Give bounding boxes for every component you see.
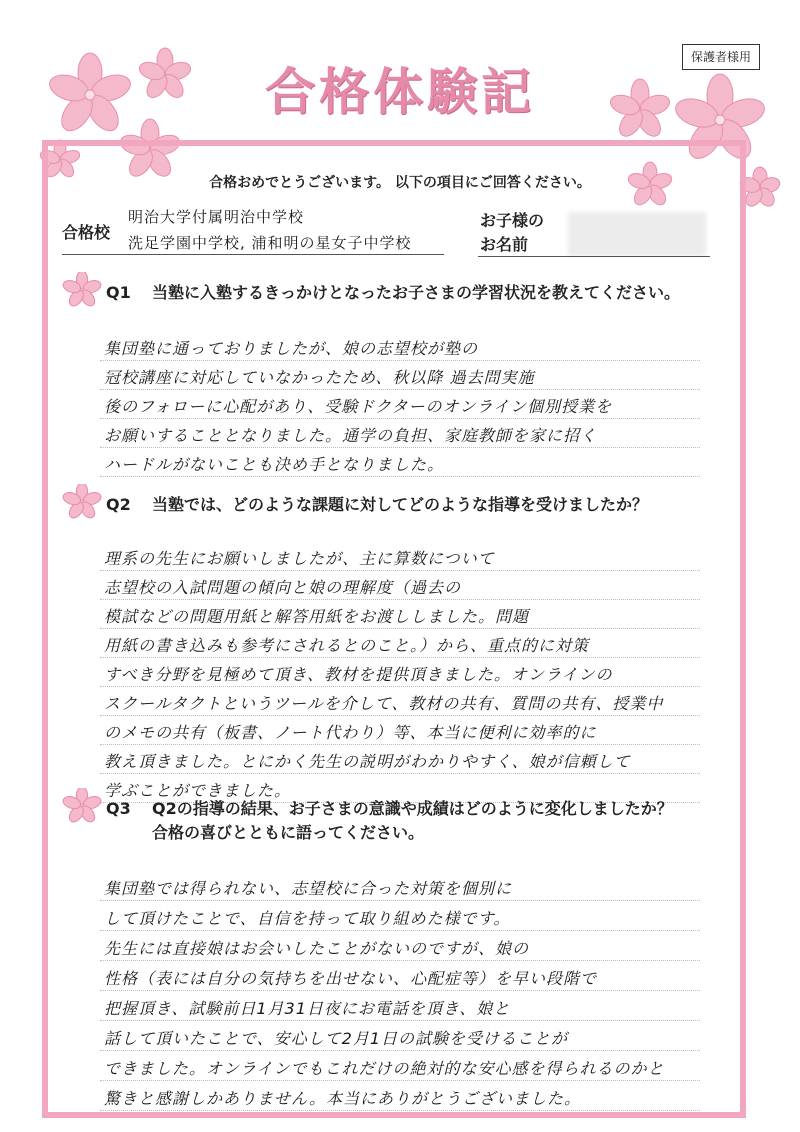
flower-bullet-icon bbox=[60, 272, 104, 308]
answer-line: 理系の先生にお願いしましたが、主に算数について bbox=[104, 549, 495, 568]
answer-rule bbox=[100, 773, 700, 774]
answer-line: 学ぶことができました。 bbox=[104, 781, 292, 800]
school-line-1: 明治大学付属明治中学校 bbox=[128, 208, 305, 226]
answer-line: ハードルがないことも決め手となりました。 bbox=[104, 455, 445, 474]
answer-line: 冠校講座に対応していなかったため、秋以降 過去問実施 bbox=[104, 368, 535, 387]
answer-rule bbox=[100, 1020, 700, 1021]
flower-bullet-icon bbox=[60, 788, 104, 824]
school-underline bbox=[62, 254, 444, 255]
answer-line: 話して頂いたことで、安心して2月1日の試験を受けることが bbox=[104, 1029, 569, 1048]
intro-text: 合格おめでとうございます。 以下の項目にご回答ください。 bbox=[209, 175, 591, 191]
answer-line: 集団塾に通っておりましたが、娘の志望校が塾の bbox=[104, 339, 479, 358]
question-1 bbox=[106, 280, 680, 303]
child-name-label-2: お名前 bbox=[480, 235, 529, 254]
audience-badge: 保護者様用 bbox=[682, 44, 760, 70]
answer-line: 模試などの問題用紙と解答用紙をお渡ししました。問題 bbox=[104, 607, 530, 626]
answer-line: すべき分野を見極めて頂き、教材を提供頂きました。オンラインの bbox=[104, 665, 613, 684]
redacted-name bbox=[568, 212, 706, 256]
answer-line: スクールタクトというツールを介して、教材の共有、質問の共有、授業中 bbox=[104, 694, 664, 713]
answer-rule bbox=[100, 715, 700, 716]
question-3-text: Q2の指導の結果、お子さまの意識や成績はどのように変化しましたか？ bbox=[152, 799, 673, 818]
answer-rule bbox=[100, 900, 700, 901]
answer-rule bbox=[100, 657, 700, 658]
question-2-text: 当塾では、どのような課題に対してどのような指導を受けましたか？ bbox=[152, 495, 649, 514]
question-2 bbox=[106, 492, 648, 515]
name-underline bbox=[478, 256, 710, 257]
answer-line: お願いすることとなりました。通学の負担、家庭教師を家に招く bbox=[104, 426, 598, 445]
question-3-number: Q3 bbox=[106, 799, 131, 818]
answer-line: できました。オンラインでもこれだけの絶対的な安心感を得られるのかと bbox=[104, 1059, 665, 1078]
answer-rule bbox=[100, 360, 700, 361]
answer-line: 志望校の入試問題の傾向と娘の理解度（過去の bbox=[104, 578, 462, 597]
answer-line: 後のフォローに心配があり、受験ドクターのオンライン個別授業を bbox=[104, 397, 613, 416]
answer-line: して頂けたことで、自信を持って取り組めた様です。 bbox=[104, 909, 511, 928]
answer-rule bbox=[100, 686, 700, 687]
page-title: 合格体験記 bbox=[265, 62, 535, 121]
answer-line: 教え頂きました。とにかく先生の説明がわかりやすく、娘が信頼して bbox=[104, 752, 631, 771]
answer-rule bbox=[100, 1080, 700, 1081]
school-label: 合格校 bbox=[62, 223, 111, 242]
answer-rule bbox=[100, 599, 700, 600]
answer-line: 集団塾では得られない、志望校に合った対策を個別に bbox=[104, 879, 513, 898]
answer-line: 先生には直接娘はお会いしたことがないのですが、娘の bbox=[104, 939, 530, 958]
answer-line: 用紙の書き込みも参考にされるとのこと。）から、重点的に対策 bbox=[104, 636, 590, 655]
question-3 bbox=[106, 796, 673, 819]
answer-rule bbox=[100, 1050, 700, 1051]
answer-rule bbox=[100, 570, 700, 571]
answer-rule bbox=[100, 1110, 700, 1111]
answer-line: 驚きと感謝しかありません。本当にありがとうございました。 bbox=[104, 1089, 581, 1108]
school-line-2: 洗足学園中学校, 浦和明の星女子中学校 bbox=[128, 234, 412, 252]
answer-rule bbox=[100, 476, 700, 477]
answer-rule bbox=[100, 389, 700, 390]
child-name-label-1: お子様の bbox=[480, 211, 545, 230]
answer-rule bbox=[100, 447, 700, 448]
answer-line: 性格（表には自分の気持ちを出せない、心配症等）を早い段階で bbox=[104, 969, 598, 988]
answer-rule bbox=[100, 628, 700, 629]
question-2-number: Q2 bbox=[106, 495, 131, 514]
answer-rule bbox=[100, 990, 700, 991]
question-3-text-2: 合格の喜びとともに語ってください。 bbox=[152, 823, 425, 842]
answer-line: 把握頂き、試験前日1月31日夜にお電話を頂き、娘と bbox=[104, 999, 511, 1018]
answer-rule bbox=[100, 930, 700, 931]
answer-line: のメモの共有（板書、ノート代わり）等、本当に便利に効率的に bbox=[104, 723, 597, 742]
question-1-text: 当塾に入塾するきっかけとなったお子さまの学習状況を教えてください。 bbox=[152, 283, 681, 302]
flower-bullet-icon bbox=[60, 484, 104, 520]
answer-rule bbox=[100, 744, 700, 745]
question-1-number: Q1 bbox=[106, 283, 131, 302]
answer-rule bbox=[100, 418, 700, 419]
answer-rule bbox=[100, 960, 700, 961]
